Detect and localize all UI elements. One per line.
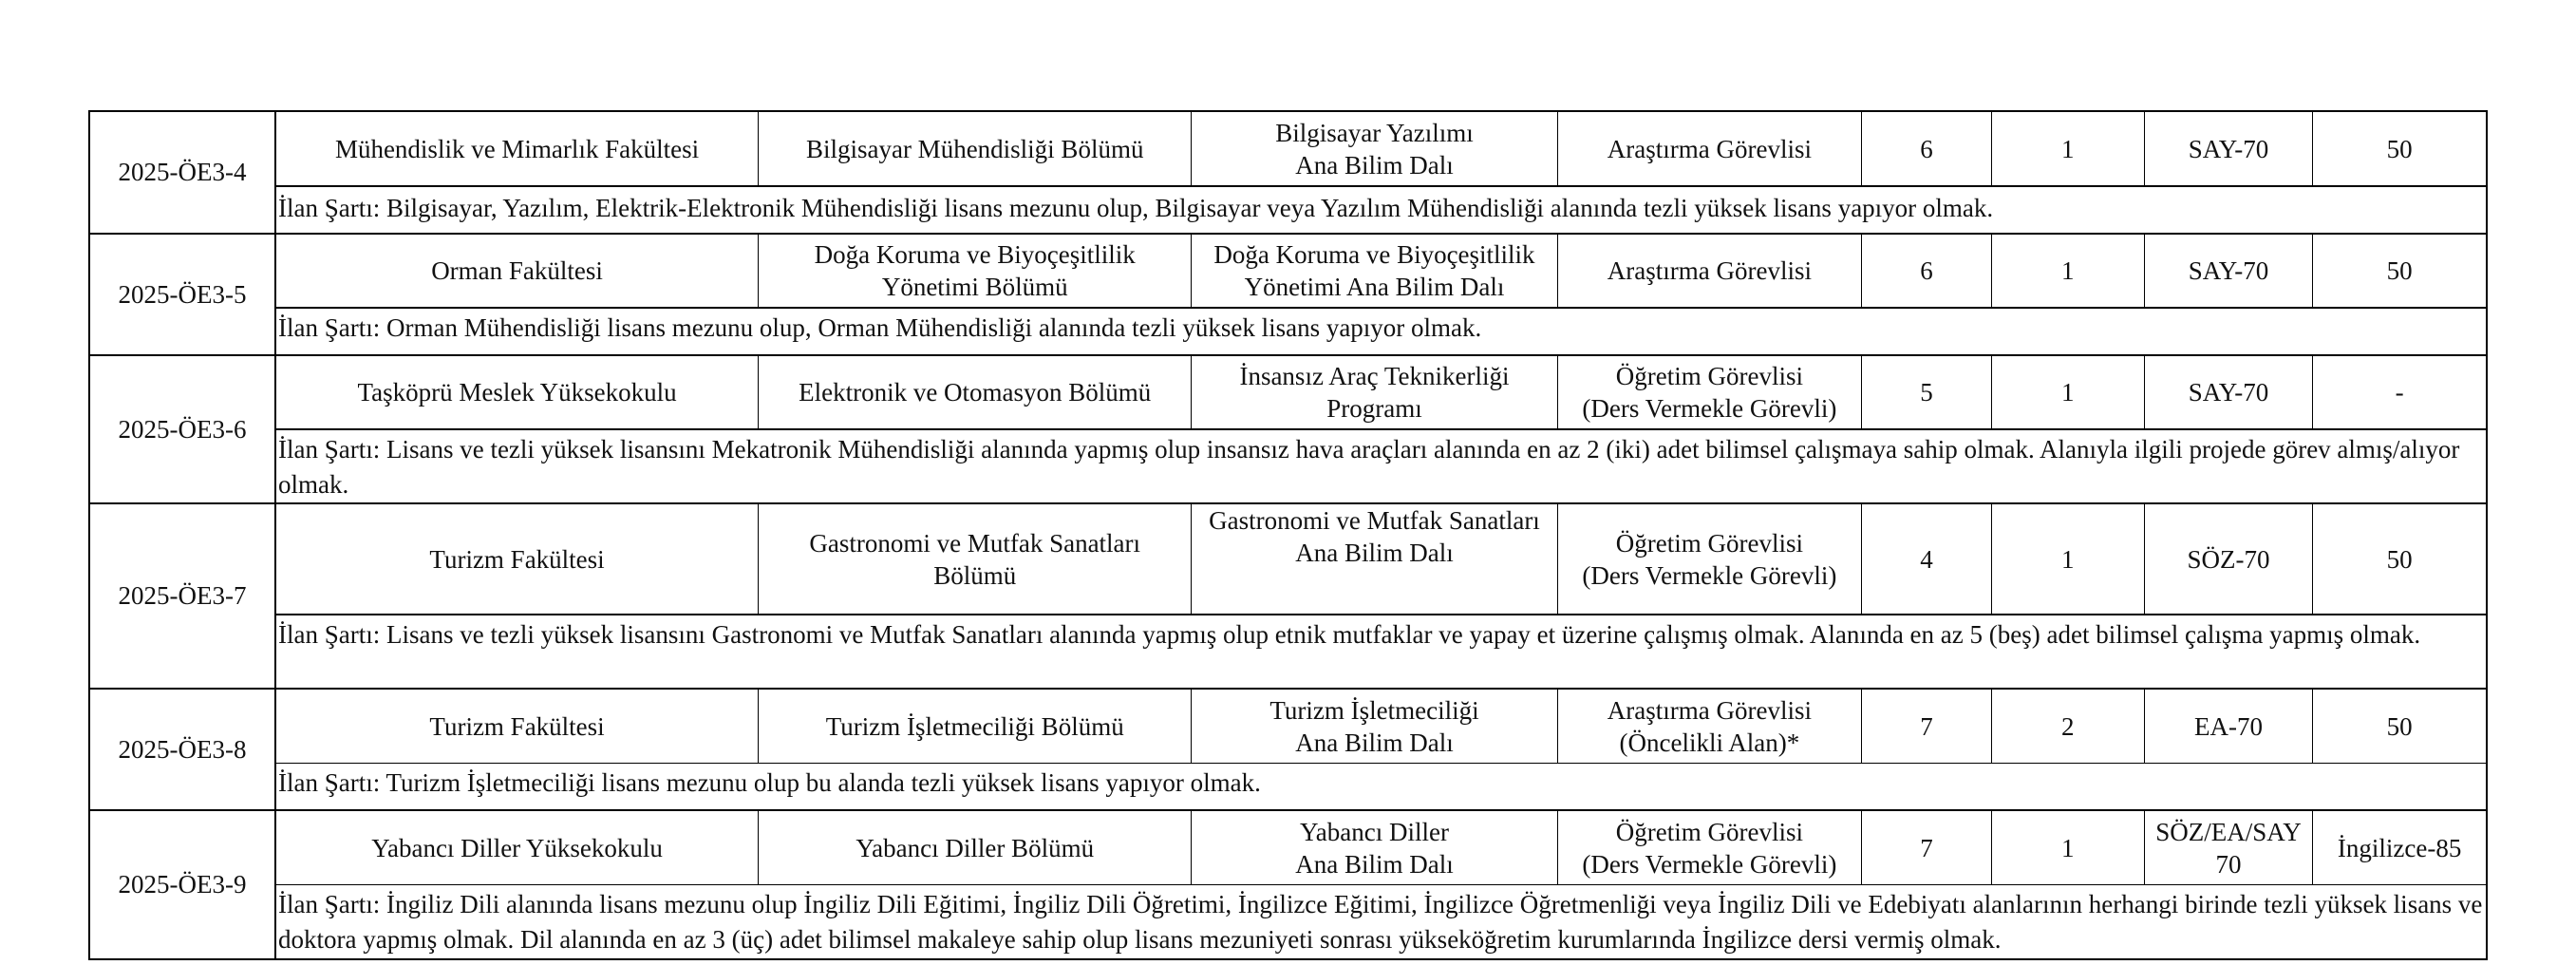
department-cell: Turizm İşletmeciliği Bölümü [759,690,1192,763]
yds-cell: 50 [2386,134,2413,163]
yds-cell: İngilizce-85 [2337,833,2462,862]
table-row [88,502,2488,690]
title-line1: Öğretim Görevlisi [1615,528,1803,558]
division-cell [1192,112,1557,185]
yds-cell: - [2395,378,2404,407]
degree-cell: 7 [1862,690,1992,763]
ales-cell [2145,356,2314,428]
table-row [88,809,2488,960]
department-text: Gastronomi ve Mutfak Sanatları Bölümü [809,528,1141,590]
count-cell: 1 [1992,811,2145,884]
title-line1: Araştırma Görevlisi [1607,256,1812,285]
ales-line2: 70 [2215,849,2242,879]
ales-cell [2145,690,2314,763]
division-cell [1192,811,1557,884]
title-cell [1558,235,1862,307]
ales-line1: EA-70 [2193,711,2263,741]
position-details [276,504,2486,615]
division-cell [1192,504,1557,614]
division-line1: Yabancı Diller [1299,817,1449,846]
ales-line1: SAY-70 [2188,134,2269,163]
title-line2: (Öncelikli Alan)* [1619,728,1800,757]
division-line1: Turizm İşletmeciliği [1269,695,1479,725]
count-cell: 1 [1992,235,2145,307]
position-code: 2025-ÖE3-7 [90,504,276,688]
ales-cell [2145,112,2314,185]
division-line1: İnsansız Araç Teknikerliği [1239,362,1510,390]
title-cell [1558,504,1862,614]
position-details [276,235,2486,309]
faculty-cell: Taşköprü Meslek Yüksekokulu [276,356,759,428]
ales-line1: SÖZ/EA/SAY [2155,817,2302,846]
count-cell: 2 [1992,690,2145,763]
ales-line1: SAY-70 [2188,256,2269,285]
position-details [276,690,2486,764]
title-cell [1558,811,1862,884]
degree-cell: 4 [1862,504,1992,614]
faculty-cell: Turizm Fakültesi [276,690,759,763]
table-row [88,233,2488,356]
faculty-cell: Yabancı Diller Yüksekokulu [276,811,759,884]
title-cell [1558,690,1862,763]
condition-text: İlan Şartı: Lisans ve tezli yüksek lisansını Gastronomi ve Mutfak Sanatları alanında yapmış olup etnik mutfaklar ve yapay et üzerine çalışmış olmak. Alanında en az 5 (beş) adet bilimsel çalışma yapmış olmak. [278,620,2421,649]
division-line2: Ana Bilim Dalı [1295,728,1454,757]
count-cell: 1 [1992,112,2145,185]
title-cell [1558,112,1862,185]
position-code: 2025-ÖE3-9 [90,811,276,958]
ales-line1: SÖZ-70 [2187,544,2270,574]
condition-text: İlan Şartı: İngiliz Dili alanında lisans mezunu olup İngiliz Dili Eğitimi, İngiliz Dili Öğretimi, İngilizce Eğitimi, İngilizce Öğretmenliği veya İngiliz Dili ve Edebiyatı alanlarının herhangi birinde tezli yüksek lisans ve doktora yapmış olmak. Dil alanında en az 3 (üç) adet bilimsel makaleye sahip olup lisans mezuniyeti sonrası yükseköğretim kurumlarında İngilizce dersi vermiş olmak. [278,890,2483,954]
title-line1: Öğretim Görevlisi [1615,817,1803,846]
division-line2: Yönetimi Ana Bilim Dalı [1244,273,1505,301]
position-details [276,811,2486,885]
division-line2: Ana Bilim Dalı [1295,150,1454,180]
count-cell: 1 [1992,356,2145,428]
condition-text: İlan Şartı: Lisans ve tezli yüksek lisansını Mekatronik Mühendisliği alanında yapmış olup insansız hava araçları alanında en az 2 (iki) adet bilimsel çalışmaya sahip olmak. Alanıyla ilgili projede görev almış/alıyor olmak. [278,435,2460,499]
degree-cell: 6 [1862,112,1992,185]
title-line2: (Ders Vermekle Görevli) [1582,849,1837,879]
condition-text: İlan Şartı: Turizm İşletmeciliği lisans mezunu olup bu alanda tezli yüksek lisans yapıyor olmak. [278,768,1261,797]
table-row [88,688,2488,811]
department-text: Doğa Koruma ve Biyoçeşitlilik Yönetimi Bölümü [814,240,1136,301]
division-cell [1192,235,1557,307]
position-code: 2025-ÖE3-6 [90,356,276,502]
department-cell: Elektronik ve Otomasyon Bölümü [759,356,1192,428]
ales-line1: SAY-70 [2188,378,2269,407]
degree-cell: 6 [1862,235,1992,307]
degree-cell: 5 [1862,356,1992,428]
division-line1: Gastronomi ve Mutfak Sanatları [1209,506,1540,535]
count-cell: 1 [1992,504,2145,614]
position-code: 2025-ÖE3-5 [90,235,276,354]
position-code: 2025-ÖE3-4 [90,112,276,233]
department-cell: Yabancı Diller Bölümü [759,811,1192,884]
department-cell: Bilgisayar Mühendisliği Bölümü [759,112,1192,185]
yds-cell: 50 [2386,544,2413,574]
division-line1: Bilgisayar Yazılımı [1275,118,1474,147]
title-cell [1558,356,1862,428]
faculty-cell: Orman Fakültesi [276,235,759,307]
division-line2: Ana Bilim Dalı [1295,539,1454,567]
faculty-cell: Mühendislik ve Mimarlık Fakültesi [276,112,759,185]
title-line2: (Ders Vermekle Görevli) [1582,560,1837,590]
title-line2: (Ders Vermekle Görevli) [1582,394,1837,423]
condition-text: İlan Şartı: Bilgisayar, Yazılım, Elektrik-Elektronik Mühendisliği lisans mezunu olup, Bilgisayar veya Yazılım Mühendisliği alanında tezli yüksek lisans yapıyor olmak. [278,194,1994,222]
department-cell [759,235,1192,307]
title-line1: Araştırma Görevlisi [1607,695,1812,725]
title-line1: Araştırma Görevlisi [1607,134,1812,163]
table-row [88,110,2488,235]
position-code: 2025-ÖE3-8 [90,690,276,809]
ales-cell [2145,811,2314,884]
division-line2: Programı [1326,394,1422,423]
ales-cell [2145,235,2314,307]
yds-cell: 50 [2386,711,2413,741]
condition-text: İlan Şartı: Orman Mühendisliği lisans mezunu olup, Orman Mühendisliği alanında tezli yüksek lisans yapıyor olmak. [278,313,1482,342]
title-line1: Öğretim Görevlisi [1615,362,1803,390]
degree-cell: 7 [1862,811,1992,884]
position-details [276,356,2486,430]
division-cell [1192,356,1557,428]
ales-cell [2145,504,2314,614]
division-line1: Doğa Koruma ve Biyoçeşitlilik [1213,240,1535,269]
table-row [88,354,2488,504]
position-details [276,112,2486,187]
division-cell [1192,690,1557,763]
yds-cell: 50 [2386,256,2413,285]
department-cell [759,504,1192,614]
faculty-cell: Turizm Fakültesi [276,504,759,614]
division-line2: Ana Bilim Dalı [1295,849,1454,879]
